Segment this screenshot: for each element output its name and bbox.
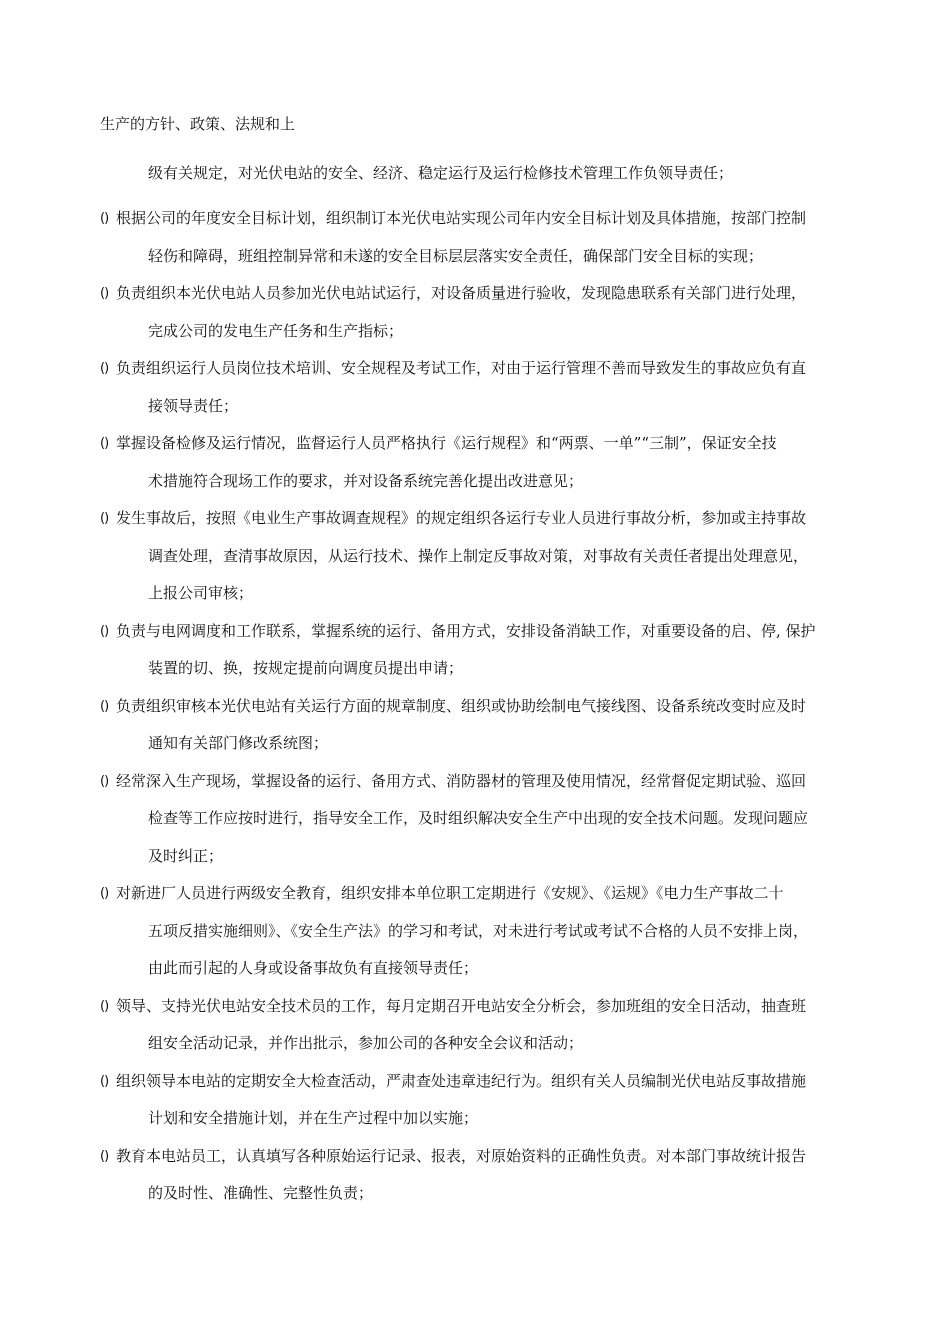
item-line: 发生事故后，按照《电业生产事故调查规程》的规定组织各运行专业人员进行事故分析，参加或主持事故 [116, 509, 807, 527]
item-text [116, 275, 904, 350]
item-line: 通知有关部门修改系统图； [148, 734, 329, 752]
item-line: 接领导责任； [148, 396, 239, 415]
duty-item [100, 688, 904, 763]
duty-list [100, 200, 904, 1213]
item-text [116, 1063, 904, 1138]
item-marker: () [100, 211, 109, 226]
item-line: 根据公司的年度安全目标计划，组织制订本光伏电站实现公司年内安全目标计划及具体措施，按部门控制 [116, 209, 807, 227]
item-marker: () [100, 511, 109, 526]
item-line: 检查等工作应按时进行，指导安全工作，及时组织解决安全生产中出现的安全技术问题。发现问题应 [148, 809, 809, 827]
item-marker: () [100, 886, 109, 901]
item-marker: () [100, 773, 109, 789]
item-text [116, 988, 904, 1063]
item-text [116, 500, 904, 613]
item-marker: () [100, 1148, 109, 1164]
item-text [116, 688, 904, 763]
item-line: 计划和安全措施计划，并在生产过程中加以实施； [148, 1109, 479, 1127]
item-text [116, 350, 904, 425]
item-line: 经常深入生产现场，掌握设备的运行、备用方式、消防器材的管理及使用情况，经常督促定期试验、巡回 [116, 771, 807, 790]
item-marker: () [100, 623, 109, 639]
duty-item [100, 500, 904, 613]
item-line: 教育本电站员工，认真填写各种原始运行记录、报表，对原始资料的正确性负责。对本部门事故统计报告 [116, 1146, 807, 1165]
item-marker: () [100, 698, 109, 714]
item-line: 由此而引起的人身或设备事故负有直接领导责任； [148, 959, 479, 977]
duty-item [100, 1138, 904, 1213]
item-line: 调查处理，查清事故原因，从运行技术、操作上制定反事故对策，对事故有关责任者提出处理意见， [148, 546, 809, 565]
item-line: 掌握设备检修及运行情况，监督运行人员严格执行《运行规程》和“两票、一单”“三制”，保证安全技 [116, 434, 777, 452]
duty-item [100, 988, 904, 1063]
item-marker: () [100, 286, 109, 301]
item-marker: () [100, 1073, 109, 1089]
item-line: 负责组织运行人员岗位技术培训、安全规程及考试工作，对由于运行管理不善而导致发生的事故应负有直 [116, 359, 807, 377]
item-line: 完成公司的发电生产任务和生产指标； [148, 321, 404, 340]
item-line: 装置的切、换，按规定提前向调度员提出申请； [148, 659, 464, 677]
item-marker: () [100, 998, 109, 1014]
item-line: 组安全活动记录，并作出批示，参加公司的各种安全会议和活动； [148, 1034, 584, 1052]
item-text [116, 613, 904, 688]
item-line: 及时纠正； [148, 846, 224, 865]
heading-fragment: 生产的方针、政策、法规和上 [100, 115, 296, 133]
item-line: 组织领导本电站的定期安全大检查活动，严肃查处违章违纪行为。组织有关人员编制光伏电站反事故措施 [116, 1071, 807, 1090]
item-text [116, 763, 904, 876]
duty-item [100, 350, 904, 425]
item-line: 负责与电网调度和工作联系，掌握系统的运行、备用方式，安排设备消缺工作，对重要设备的启、停, 保护 [116, 621, 816, 640]
duty-item [100, 875, 904, 988]
item-marker: () [100, 436, 109, 451]
duty-item [100, 425, 904, 500]
item-text [116, 1138, 904, 1213]
item-line: 的及时性、准确性、完整性负责； [148, 1184, 374, 1202]
item-text [116, 200, 904, 275]
duty-item [100, 275, 904, 350]
item-line: 五项反措实施细则》、《安全生产法》的学习和考试，对未进行考试或考试不合格的人员不安排上岗， [148, 921, 809, 940]
item-text [116, 425, 904, 500]
duty-item [100, 200, 904, 275]
item-line: 上报公司审核； [148, 584, 254, 602]
duty-item [100, 763, 904, 876]
duty-item [100, 613, 904, 688]
duty-item [100, 1063, 904, 1138]
item-line: 负责组织本光伏电站人员参加光伏电站试运行，对设备质量进行验收，发现隐患联系有关部门进行处理， [116, 284, 807, 302]
item-line: 对新进厂人员进行两级安全教育，组织安排本单位职工定期进行《安规》、《运规》《电力生产事故二十 [116, 884, 784, 902]
item-marker: () [100, 361, 109, 376]
item-line: 领导、支持光伏电站安全技术员的工作，每月定期召开电站安全分析会，参加班组的安全日活动，抽查班 [116, 996, 807, 1015]
item-line: 术措施符合现场工作的要求，并对设备系统完善化提出改进意见； [148, 471, 584, 490]
item-text [116, 875, 904, 988]
continuation-line: 级有关规定，对光伏电站的安全、经济、稳定运行及运行检修技术管理工作负领导责任； [148, 164, 734, 182]
item-line: 负责组织审核本光伏电站有关运行方面的规章制度、组织或协助绘制电气接线图、设备系统改变时应及时 [116, 696, 807, 715]
item-line: 轻伤和障碍，班组控制异常和未遂的安全目标层层落实安全责任，确保部门安全目标的实现； [148, 246, 764, 265]
